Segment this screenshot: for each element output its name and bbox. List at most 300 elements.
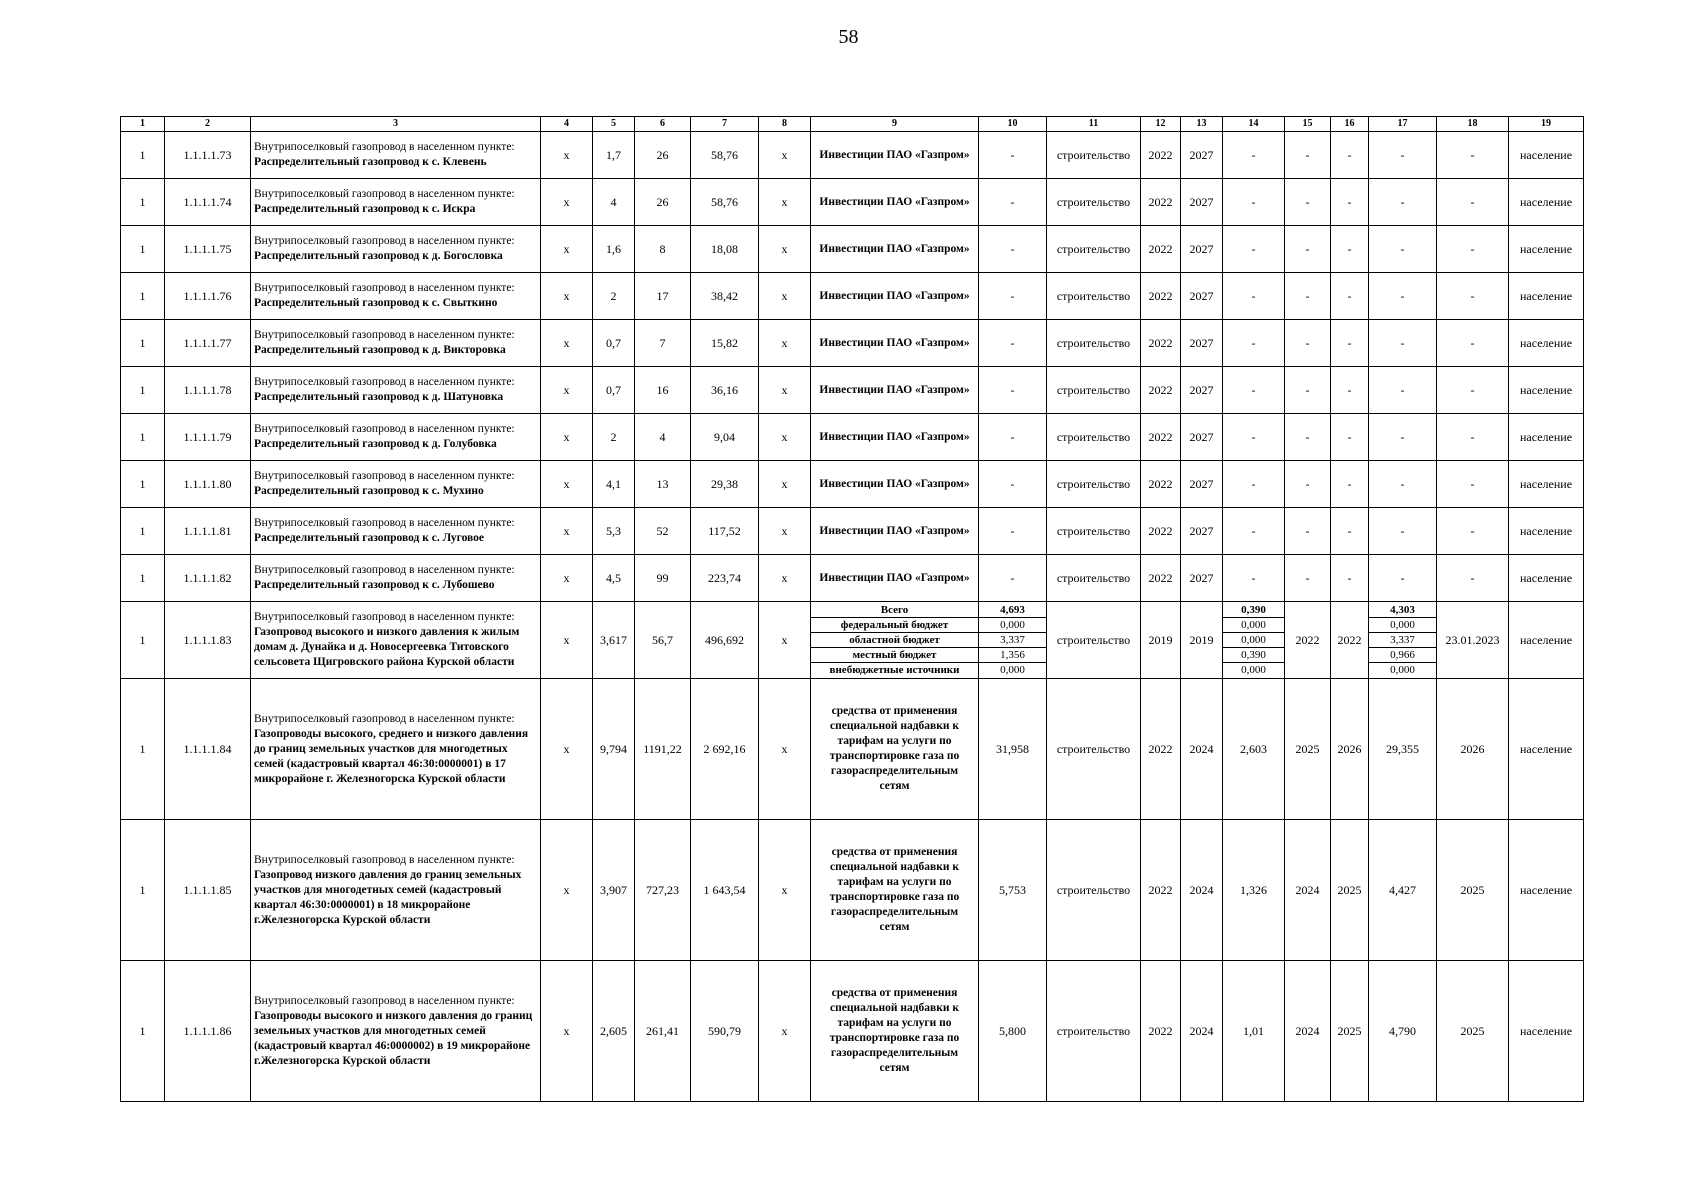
cell-c11: строительство [1047,555,1141,602]
cell-c18: - [1437,320,1509,367]
cell-c19: население [1509,961,1584,1102]
column-number: 3 [251,117,541,132]
row-level: 1 [121,679,165,820]
finance-value: 4,693 [979,603,1046,618]
row-level: 1 [121,132,165,179]
cell-c13: 2027 [1181,132,1223,179]
cell-c6: 26 [635,179,691,226]
cell-c5: 4 [593,179,635,226]
cell-c17: - [1369,508,1437,555]
description-prefix: Внутрипоселковый газопровод в населенном пункте: [254,517,515,529]
cell-c4: x [541,367,593,414]
cell-c12: 2022 [1141,179,1181,226]
project-code: 1.1.1.1.80 [165,461,251,508]
cell-c13: 2027 [1181,414,1223,461]
cell-c10: - [979,461,1047,508]
column-number: 6 [635,117,691,132]
project-description [251,461,541,508]
cell-c12: 2022 [1141,679,1181,820]
cell-c12: 2022 [1141,367,1181,414]
description-prefix: Внутрипоселковый газопровод в населенном пункте: [254,329,515,341]
description-prefix: Внутрипоселковый газопровод в населенном пункте: [254,853,515,866]
cell-c13: 2024 [1181,961,1223,1102]
cell-c13: 2027 [1181,508,1223,555]
cell-c15: - [1285,367,1331,414]
project-code: 1.1.1.1.75 [165,226,251,273]
column-number: 17 [1369,117,1437,132]
cell-c7: 15,82 [691,320,759,367]
cell-c10: - [979,226,1047,273]
column-number: 7 [691,117,759,132]
cell-c14: 2,603 [1223,679,1285,820]
description-prefix: Внутрипоселковый газопровод в населенном пункте: [254,564,515,576]
cell-c8: x [759,679,811,820]
finance-value: 0,000 [1223,633,1284,648]
cell-c18: - [1437,367,1509,414]
description-title: Распределительный газопровод к д. Викторовка [254,344,506,356]
row-level: 1 [121,273,165,320]
project-description [251,367,541,414]
funding-source: средства от применения специальной надбавки к тарифам на услуги по транспортировке газа по газораспределительным сетям [811,961,979,1102]
cell-c8: x [759,820,811,961]
cell-c6: 4 [635,414,691,461]
cell-c19: население [1509,602,1584,679]
cell-c14: - [1223,179,1285,226]
table-row [121,679,1584,820]
finance-value: 0,966 [1369,648,1436,663]
row-level: 1 [121,555,165,602]
cell-c7: 223,74 [691,555,759,602]
cell-c16: - [1331,179,1369,226]
project-code: 1.1.1.1.73 [165,132,251,179]
cell-c6: 727,23 [635,820,691,961]
description-title: Газопровод низкого давления до границ земельных участков для многодетных семей (кадастровый квартал 46:30:0000001) в 18 микрорайоне г.Железногорска Курской области [254,868,522,926]
description-title: Газопроводы высокого, среднего и низкого давления до границ земельных участков для многодетных семей (кадастровый квартал 46:30:0000001) в 17 микрорайоне г. Железногорска Курской области [254,727,529,785]
cell-c16: 2022 [1331,602,1369,679]
cell-c11: строительство [1047,132,1141,179]
funding-source: Инвестиции ПАО «Газпром» [811,320,979,367]
cell-c17: - [1369,179,1437,226]
table-row [121,179,1584,226]
cell-c4: x [541,320,593,367]
cell-c11: строительство [1047,820,1141,961]
description-title: Распределительный газопровод к с. Свыткино [254,297,498,309]
column-number: 8 [759,117,811,132]
cell-c18: 23.01.2023 [1437,602,1509,679]
table-row [121,508,1584,555]
description-prefix: Внутрипоселковый газопровод в населенном пункте: [254,376,515,388]
cell-c10: 5,753 [979,820,1047,961]
cell-c6: 56,7 [635,602,691,679]
column-number-row [121,117,1584,132]
cell-c15: - [1285,273,1331,320]
cell-c4: x [541,679,593,820]
cell-c13: 2027 [1181,555,1223,602]
cell-c18: - [1437,555,1509,602]
cell-c12: 2022 [1141,132,1181,179]
cell-c8: x [759,320,811,367]
cell-c14: - [1223,555,1285,602]
cell-c12: 2022 [1141,273,1181,320]
finance-value: 3,337 [1369,633,1436,648]
cell-c17: - [1369,555,1437,602]
cell-c15: 2024 [1285,961,1331,1102]
cell-c16: - [1331,414,1369,461]
cell-c17: 29,355 [1369,679,1437,820]
row-level: 1 [121,961,165,1102]
project-code: 1.1.1.1.78 [165,367,251,414]
funding-source: Инвестиции ПАО «Газпром» [811,179,979,226]
cell-c8: x [759,414,811,461]
cell-c19: население [1509,226,1584,273]
description-prefix: Внутрипоселковый газопровод в населенном пункте: [254,423,515,435]
cell-c10: - [979,508,1047,555]
cell-c11: строительство [1047,273,1141,320]
cell-c14: - [1223,461,1285,508]
row-level: 1 [121,367,165,414]
cell-c7: 117,52 [691,508,759,555]
cell-c13: 2027 [1181,226,1223,273]
cell-c4: x [541,602,593,679]
cell-c16: - [1331,226,1369,273]
row-level: 1 [121,320,165,367]
cell-c17-breakdown [1369,602,1437,679]
finance-value: местный бюджет [811,648,978,663]
description-title: Распределительный газопровод к д. Голубовка [254,438,497,450]
finance-value: 1,356 [979,648,1046,663]
project-code: 1.1.1.1.74 [165,179,251,226]
cell-c4: x [541,179,593,226]
cell-c7: 9,04 [691,414,759,461]
description-prefix: Внутрипоселковый газопровод в населенном пункте: [254,282,515,294]
description-title: Распределительный газопровод к д. Богословка [254,250,503,262]
cell-c15: - [1285,179,1331,226]
cell-c7: 58,76 [691,179,759,226]
cell-c5: 2 [593,273,635,320]
cell-c16: - [1331,461,1369,508]
cell-c17: 4,790 [1369,961,1437,1102]
cell-c6: 52 [635,508,691,555]
cell-c16: 2025 [1331,820,1369,961]
project-description [251,273,541,320]
table-row [121,820,1584,961]
project-code: 1.1.1.1.83 [165,602,251,679]
cell-c4: x [541,226,593,273]
cell-c5: 4,5 [593,555,635,602]
cell-c10: - [979,273,1047,320]
cell-c13: 2027 [1181,179,1223,226]
cell-c6: 17 [635,273,691,320]
cell-c16: - [1331,132,1369,179]
cell-c14: - [1223,414,1285,461]
cell-c8: x [759,508,811,555]
cell-c11: строительство [1047,508,1141,555]
column-number: 19 [1509,117,1584,132]
cell-c5: 1,7 [593,132,635,179]
cell-c13: 2027 [1181,461,1223,508]
table-row [121,320,1584,367]
cell-c12: 2022 [1141,555,1181,602]
description-title: Распределительный газопровод к с. Мухино [254,485,484,497]
project-code: 1.1.1.1.76 [165,273,251,320]
table-row [121,555,1584,602]
investment-table [120,116,1584,1102]
description-prefix: Внутрипоселковый газопровод в населенном пункте: [254,235,515,247]
cell-c10-breakdown [979,602,1047,679]
cell-c6: 7 [635,320,691,367]
description-title: Распределительный газопровод к д. Шатуновка [254,391,504,403]
row-level: 1 [121,602,165,679]
description-title: Газопроводы высокого и низкого давления до границ земельных участков для многодетных семей (кадастровый квартал 46:0000002) в 19 микрорайоне г.Железногорска Курской области [254,1009,533,1067]
cell-c4: x [541,555,593,602]
cell-c5: 0,7 [593,320,635,367]
cell-c19: население [1509,320,1584,367]
table-row [121,461,1584,508]
column-number: 4 [541,117,593,132]
project-description [251,679,541,820]
cell-c5: 3,617 [593,602,635,679]
cell-c11: строительство [1047,961,1141,1102]
cell-c19: население [1509,273,1584,320]
cell-c7: 29,38 [691,461,759,508]
cell-c7: 36,16 [691,367,759,414]
project-code: 1.1.1.1.86 [165,961,251,1102]
funding-source: средства от применения специальной надбавки к тарифам на услуги по транспортировке газа по газораспределительным сетям [811,820,979,961]
cell-c5: 3,907 [593,820,635,961]
cell-c8: x [759,367,811,414]
project-description [251,132,541,179]
cell-c19: население [1509,508,1584,555]
funding-source: Инвестиции ПАО «Газпром» [811,555,979,602]
cell-c19: население [1509,179,1584,226]
column-number: 5 [593,117,635,132]
project-code: 1.1.1.1.77 [165,320,251,367]
cell-c15: 2024 [1285,820,1331,961]
cell-c16: - [1331,555,1369,602]
cell-c16: - [1331,320,1369,367]
description-prefix: Внутрипоселковый газопровод в населенном пункте: [254,470,515,482]
cell-c8: x [759,273,811,320]
cell-c16: 2025 [1331,961,1369,1102]
cell-c4: x [541,273,593,320]
cell-c11: строительство [1047,679,1141,820]
cell-c14-breakdown [1223,602,1285,679]
cell-c6: 16 [635,367,691,414]
cell-c4: x [541,820,593,961]
column-number: 13 [1181,117,1223,132]
column-number: 18 [1437,117,1509,132]
cell-c19: население [1509,367,1584,414]
cell-c12: 2022 [1141,320,1181,367]
cell-c13: 2019 [1181,602,1223,679]
finance-value: 4,303 [1369,603,1436,618]
cell-c17: - [1369,461,1437,508]
finance-value: федеральный бюджет [811,618,978,633]
cell-c10: - [979,414,1047,461]
cell-c11: строительство [1047,414,1141,461]
row-level: 1 [121,414,165,461]
cell-c13: 2024 [1181,820,1223,961]
row-level: 1 [121,508,165,555]
column-number: 10 [979,117,1047,132]
project-code: 1.1.1.1.79 [165,414,251,461]
cell-c12: 2022 [1141,414,1181,461]
finance-value: 0,000 [979,618,1046,633]
cell-c15: - [1285,461,1331,508]
description-prefix: Внутрипоселковый газопровод в населенном пункте: [254,611,515,623]
cell-c16: - [1331,273,1369,320]
cell-c18: - [1437,461,1509,508]
column-number: 11 [1047,117,1141,132]
cell-c7: 590,79 [691,961,759,1102]
cell-c18: - [1437,508,1509,555]
cell-c14: - [1223,273,1285,320]
description-title: Распределительный газопровод к с. Луговое [254,532,485,544]
project-code: 1.1.1.1.84 [165,679,251,820]
description-title: Распределительный газопровод к с. Клевень [254,156,487,168]
table-row [121,961,1584,1102]
cell-c11: строительство [1047,320,1141,367]
cell-c19: население [1509,555,1584,602]
cell-c4: x [541,961,593,1102]
cell-c5: 4,1 [593,461,635,508]
project-description [251,179,541,226]
cell-c5: 5,3 [593,508,635,555]
cell-c4: x [541,132,593,179]
column-number: 12 [1141,117,1181,132]
funding-source: Инвестиции ПАО «Газпром» [811,414,979,461]
cell-c14: - [1223,226,1285,273]
table-row [121,132,1584,179]
cell-c15: - [1285,555,1331,602]
project-description [251,226,541,273]
cell-c17: - [1369,414,1437,461]
cell-c6: 26 [635,132,691,179]
description-prefix: Внутрипоселковый газопровод в населенном пункте: [254,994,515,1007]
cell-c17: - [1369,132,1437,179]
page-number: 58 [838,26,859,48]
cell-c12: 2019 [1141,602,1181,679]
cell-c4: x [541,461,593,508]
project-description [251,414,541,461]
cell-c18: - [1437,414,1509,461]
column-number: 9 [811,117,979,132]
finance-value: 0,000 [1223,618,1284,633]
cell-c19: население [1509,414,1584,461]
cell-c15: 2022 [1285,602,1331,679]
cell-c8: x [759,961,811,1102]
cell-c13: 2027 [1181,273,1223,320]
cell-c5: 2,605 [593,961,635,1102]
table-row [121,414,1584,461]
finance-value: 0,000 [1369,618,1436,633]
cell-c19: население [1509,461,1584,508]
cell-c15: - [1285,508,1331,555]
funding-source: Инвестиции ПАО «Газпром» [811,461,979,508]
project-description [251,602,541,679]
cell-c12: 2022 [1141,820,1181,961]
table-row [121,226,1584,273]
finance-value: 0,390 [1223,648,1284,663]
cell-c15: - [1285,226,1331,273]
cell-c10: - [979,555,1047,602]
description-prefix: Внутрипоселковый газопровод в населенном пункте: [254,188,515,200]
cell-c7: 2 692,16 [691,679,759,820]
row-level: 1 [121,179,165,226]
project-description [251,320,541,367]
row-level: 1 [121,226,165,273]
cell-c10: - [979,320,1047,367]
cell-c6: 99 [635,555,691,602]
description-title: Газопровод высокого и низкого давления к жилым домам д. Дунайка и д. Новосергеевка Титовского сельсовета Щигровского района Курской области [254,626,520,668]
finance-value: Всего [811,603,978,618]
cell-c5: 0,7 [593,367,635,414]
cell-c19: население [1509,820,1584,961]
cell-c14: 1,01 [1223,961,1285,1102]
cell-c8: x [759,179,811,226]
cell-c8: x [759,555,811,602]
project-description [251,961,541,1102]
cell-c15: - [1285,132,1331,179]
cell-c4: x [541,414,593,461]
cell-c14: - [1223,367,1285,414]
description-prefix: Внутрипоселковый газопровод в населенном пункте: [254,712,515,725]
description-title: Распределительный газопровод к с. Лубошево [254,579,495,591]
column-number: 2 [165,117,251,132]
row-level: 1 [121,820,165,961]
cell-c6: 13 [635,461,691,508]
finance-value: 0,000 [1390,663,1415,676]
project-description [251,508,541,555]
finance-value: 3,337 [979,633,1046,648]
cell-c8: x [759,602,811,679]
cell-c8: x [759,132,811,179]
project-description [251,820,541,961]
cell-c6: 8 [635,226,691,273]
finance-value: областной бюджет [811,633,978,648]
cell-c18: - [1437,179,1509,226]
cell-c11: строительство [1047,602,1141,679]
column-number: 14 [1223,117,1285,132]
cell-c7: 38,42 [691,273,759,320]
cell-c16: - [1331,508,1369,555]
cell-c18: 2026 [1437,679,1509,820]
cell-c7: 496,692 [691,602,759,679]
table-row [121,367,1584,414]
cell-c18: 2025 [1437,961,1509,1102]
cell-c18: - [1437,273,1509,320]
cell-c14: 1,326 [1223,820,1285,961]
cell-c7: 58,76 [691,132,759,179]
cell-c10: 31,958 [979,679,1047,820]
column-number: 16 [1331,117,1369,132]
cell-c7: 1 643,54 [691,820,759,961]
cell-c19: население [1509,679,1584,820]
funding-source: средства от применения специальной надбавки к тарифам на услуги по транспортировке газа по газораспределительным сетям [811,679,979,820]
cell-c12: 2022 [1141,508,1181,555]
cell-c18: - [1437,132,1509,179]
cell-c13: 2027 [1181,367,1223,414]
finance-value: 0,000 [1000,663,1025,676]
finance-value: 0,390 [1223,603,1284,618]
description-prefix: Внутрипоселковый газопровод в населенном пункте: [254,141,515,153]
cell-c14: - [1223,320,1285,367]
cell-c16: 2026 [1331,679,1369,820]
table-row [121,273,1584,320]
project-code: 1.1.1.1.82 [165,555,251,602]
cell-c10: - [979,132,1047,179]
cell-c5: 1,6 [593,226,635,273]
